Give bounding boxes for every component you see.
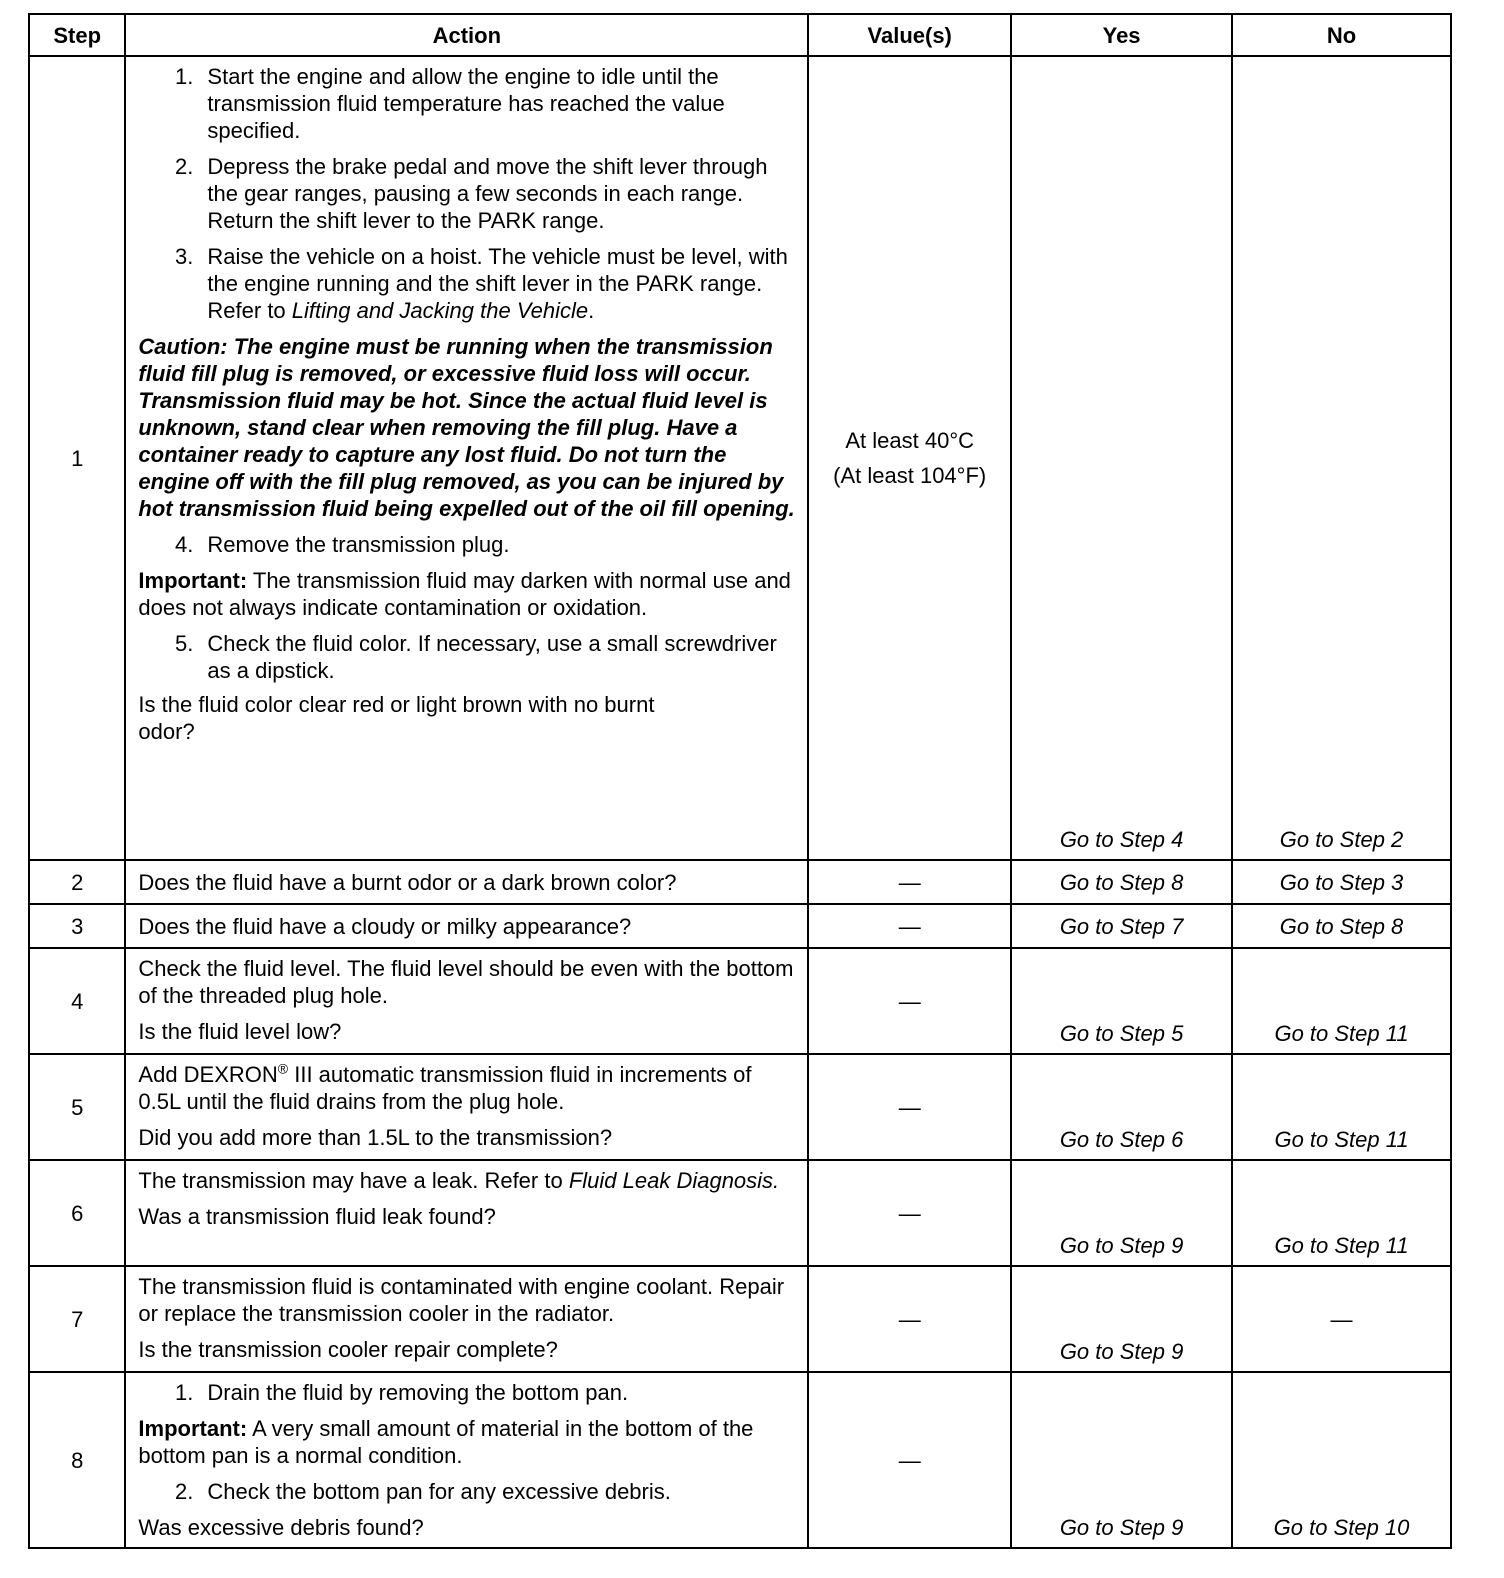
important-text: A very small amount of material in the bottom of the bottom pan is a normal condition.: [138, 1416, 754, 1468]
table-row-step-1: [29, 56, 1451, 860]
value-cell: —: [808, 1372, 1011, 1548]
header-action: Action: [125, 14, 808, 56]
action-text-start: The transmission may have a leak. Refer to: [138, 1168, 569, 1193]
value-cell: —: [808, 904, 1011, 948]
action-text-start: Add DEXRON: [138, 1062, 278, 1087]
reference-link[interactable]: Fluid Leak Diagnosis.: [568, 1168, 780, 1193]
action-text: [138, 1061, 795, 1115]
step-number: 1: [29, 56, 125, 860]
action-text: Check the fluid level. The fluid level should be even with the bottom of the threaded plug hole.: [138, 956, 794, 1008]
value-cell: —: [808, 1054, 1011, 1160]
action-cell: [125, 56, 808, 860]
no-goto[interactable]: Go to Step 2: [1232, 56, 1451, 860]
question-text: Does the fluid have a cloudy or milky appearance?: [138, 913, 632, 939]
no-goto[interactable]: Go to Step 8: [1232, 904, 1451, 948]
header-row: [29, 14, 1451, 56]
important-text: The transmission fluid may darken with normal use and does not always indicate contamination or oxidation.: [138, 568, 791, 620]
yes-goto[interactable]: Go to Step 9: [1011, 1372, 1232, 1548]
table-row-step-6: [29, 1160, 1451, 1266]
yes-goto[interactable]: Go to Step 5: [1011, 948, 1232, 1054]
value-cell: —: [808, 1160, 1011, 1266]
list-number: 2.: [175, 1479, 194, 1504]
yes-goto[interactable]: Go to Step 4: [1011, 56, 1232, 860]
list-number: 2.: [175, 154, 194, 179]
list-item: [138, 1478, 795, 1505]
list-number: 5.: [175, 631, 194, 656]
step-number: 3: [29, 904, 125, 948]
reference-link[interactable]: Lifting and Jacking the Vehicle: [291, 298, 589, 323]
list-text: Start the engine and allow the engine to idle until the transmission fluid temperature has reached the value specified.: [207, 64, 725, 143]
question-text: Is the transmission cooler repair complete?: [138, 1337, 558, 1362]
diagnostic-table: [28, 13, 1452, 1549]
table-row-step-8: [29, 1372, 1451, 1548]
value-cell: —: [808, 948, 1011, 1054]
header-step: Step: [29, 14, 125, 56]
table-row-step-7: [29, 1266, 1451, 1372]
step-number: 7: [29, 1266, 125, 1372]
question-text: Was a transmission fluid leak found?: [138, 1204, 496, 1229]
question-text: Did you add more than 1.5L to the transmission?: [138, 1125, 613, 1150]
list-text: Drain the fluid by removing the bottom pan.: [207, 1380, 629, 1405]
value-cell: —: [808, 860, 1011, 904]
step-number: 5: [29, 1054, 125, 1160]
action-cell: [125, 1054, 808, 1160]
action-cell: [125, 1266, 808, 1372]
no-goto[interactable]: Go to Step 11: [1232, 948, 1451, 1054]
list-text: Check the fluid color. If necessary, use a small screwdriver as a dipstick.: [207, 631, 777, 683]
action-cell: [125, 948, 808, 1054]
list-number: 1.: [175, 1380, 194, 1405]
action-cell: [125, 904, 808, 948]
question-text: Was excessive debris found?: [138, 1515, 424, 1540]
yes-goto[interactable]: Go to Step 8: [1011, 860, 1232, 904]
no-goto[interactable]: Go to Step 10: [1232, 1372, 1451, 1548]
list-item: [138, 153, 795, 234]
step-number: 8: [29, 1372, 125, 1548]
important-label: Important:: [138, 568, 248, 593]
yes-goto[interactable]: Go to Step 9: [1011, 1266, 1232, 1372]
table-row-step-2: [29, 860, 1451, 904]
step-number: 4: [29, 948, 125, 1054]
step-number: 6: [29, 1160, 125, 1266]
list-number: 1.: [175, 64, 194, 89]
action-text: [138, 1167, 795, 1194]
question-text: Is the fluid level low?: [138, 1019, 342, 1044]
value-celsius: At least 40°C: [845, 428, 975, 453]
no-goto[interactable]: Go to Step 11: [1232, 1054, 1451, 1160]
important-note: [138, 567, 795, 621]
list-item: [138, 531, 795, 558]
value-fahrenheit: (At least 104°F): [833, 463, 987, 488]
list-text: Depress the brake pedal and move the shift lever through the gear ranges, pausing a few seconds in each range. Return the shift lever to the PARK range.: [207, 154, 768, 233]
list-item: [138, 243, 795, 324]
registered-mark: ®: [277, 1060, 289, 1077]
list-text: Remove the transmission plug.: [207, 532, 510, 557]
list-number: 3.: [175, 244, 194, 269]
table-row-step-5: [29, 1054, 1451, 1160]
action-text-end: III automatic transmission fluid in increments of 0.5L until the fluid drains from the plug hole.: [138, 1062, 752, 1114]
diagnostic-table-document: [28, 13, 1452, 1549]
action-cell: [125, 1160, 808, 1266]
caution-notice: Caution: The engine must be running when the transmission fluid fill plug is removed, or excessive fluid loss will occur. Transmission fluid may be hot. Since the actual fluid level is unknown, stand clear when removing the fill plug. Have a container ready to capture any lost fluid. Do not turn the engine off with the fill plug removed, as you can be injured by hot transmission fluid being expelled out of the oil fill opening.: [138, 334, 795, 521]
table-row-step-3: [29, 904, 1451, 948]
no-goto[interactable]: Go to Step 3: [1232, 860, 1451, 904]
action-cell: [125, 860, 808, 904]
list-item: [138, 63, 795, 144]
action-text: The transmission fluid is contaminated with engine coolant. Repair or replace the transmission cooler in the radiator.: [138, 1274, 785, 1326]
header-values: Value(s): [808, 14, 1011, 56]
header-no: No: [1232, 14, 1451, 56]
no-goto[interactable]: Go to Step 11: [1232, 1160, 1451, 1266]
question-text: Is the fluid color clear red or light brown with no burnt odor?: [138, 692, 655, 744]
list-item: [138, 1379, 795, 1406]
yes-goto[interactable]: Go to Step 7: [1011, 904, 1232, 948]
question-text: Does the fluid have a burnt odor or a dark brown color?: [138, 869, 677, 895]
list-text-end: .: [588, 298, 595, 323]
step-number: 2: [29, 860, 125, 904]
yes-goto[interactable]: Go to Step 6: [1011, 1054, 1232, 1160]
list-text: Raise the vehicle on a hoist. The vehicle must be level, with the engine running and the shift lever in the PARK range. Refer to: [207, 244, 788, 323]
no-goto: —: [1232, 1266, 1451, 1372]
header-yes: Yes: [1011, 14, 1232, 56]
list-text-with-reference: [193, 243, 795, 324]
list-item: [138, 630, 795, 684]
list-text: Check the bottom pan for any excessive debris.: [207, 1479, 671, 1504]
value-cell: —: [808, 1266, 1011, 1372]
important-label: Important:: [138, 1416, 248, 1441]
important-note: [138, 1415, 795, 1469]
value-cell: [808, 56, 1011, 860]
list-number: 4.: [175, 532, 194, 557]
yes-goto[interactable]: Go to Step 9: [1011, 1160, 1232, 1266]
action-cell: [125, 1372, 808, 1548]
table-row-step-4: [29, 948, 1451, 1054]
